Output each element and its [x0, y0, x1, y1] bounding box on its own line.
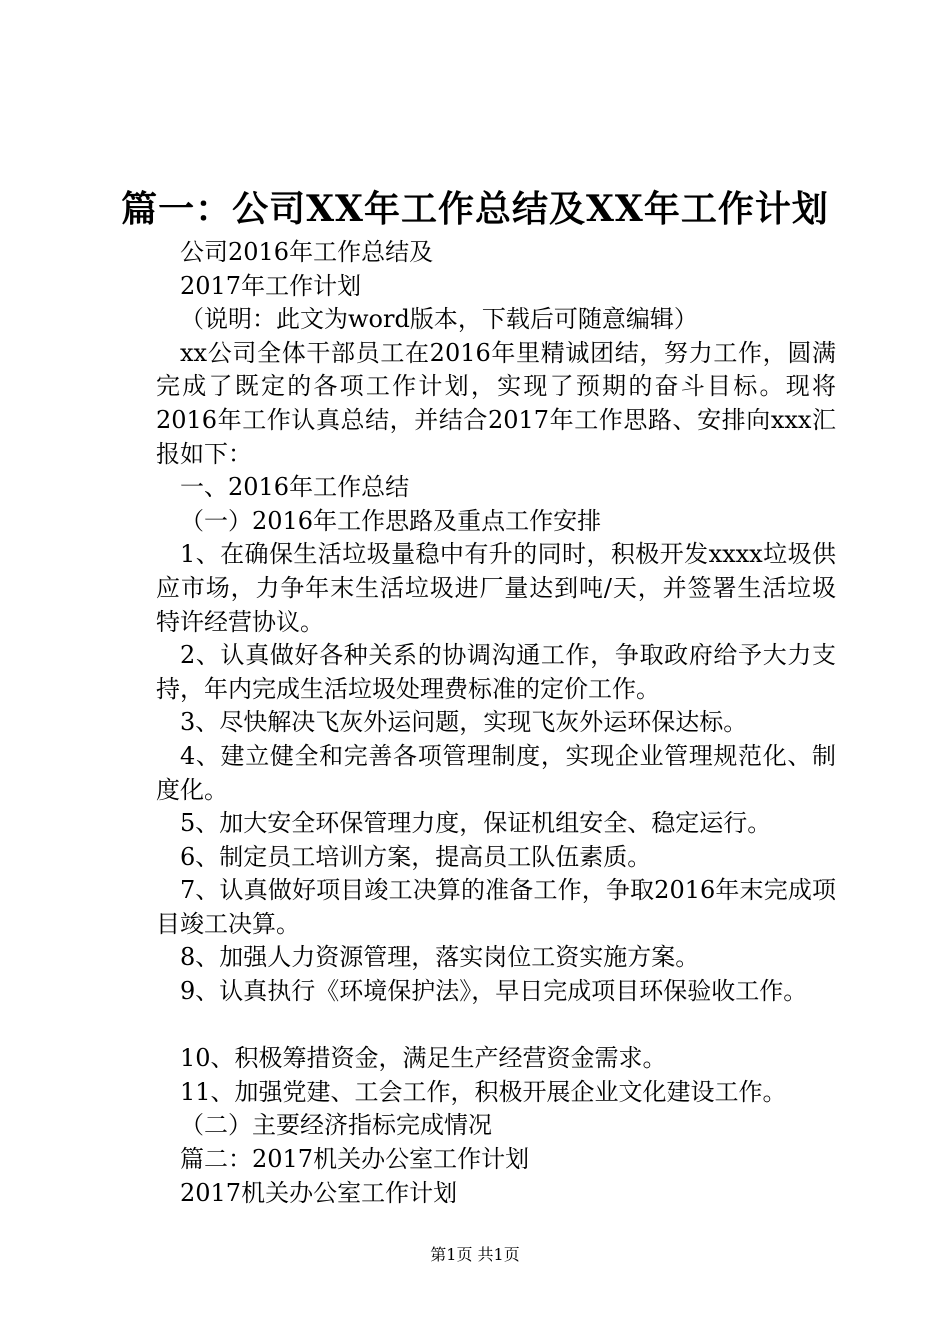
document-title: 篇一：公司XX年工作总结及XX年工作计划	[121, 188, 829, 230]
subsection-heading-indicators: （二）主要经济指标完成情况	[180, 1111, 492, 1140]
list-item-7: 7、认真做好项目竣工决算的准备工作，争取2016年末完成项目竣工决算。	[156, 876, 836, 938]
list-item-1: 1、在确保生活垃圾量稳中有升的同时，积极开发xxxx垃圾供应市场，力争年末生活垃圾进厂量达到吨/天，并签署生活垃圾特许经营协议。	[156, 540, 836, 636]
paragraph-part-two-title: 2017机关办公室工作计划	[180, 1178, 458, 1207]
subsection-heading-plan: （一）2016年工作思路及重点工作安排	[180, 506, 602, 535]
list-item-8: 8、加强人力资源管理，落实岗位工资实施方案。	[180, 943, 700, 972]
list-item-9: 9、认真执行《环境保护法》，早日完成项目环保验收工作。	[180, 977, 808, 1006]
paragraph-subtitle-1: 公司2016年工作总结及	[180, 238, 434, 266]
section-heading-part-two: 篇二：2017机关办公室工作计划	[180, 1145, 530, 1174]
paragraph-subtitle-2: 2017年工作计划	[180, 271, 362, 300]
page-footer: 第1页 共1页	[430, 1245, 520, 1264]
list-item-11: 11、加强党建、工会工作，积极开展企业文化建设工作。	[180, 1077, 787, 1106]
paragraph-note: （说明：此文为word版本，下载后可随意编辑）	[180, 305, 698, 334]
list-item-3: 3、尽快解决飞灰外运问题，实现飞灰外运环保达标。	[180, 708, 748, 737]
section-heading-summary: 一、2016年工作总结	[180, 473, 410, 502]
paragraph-intro: xx公司全体干部员工在2016年里精诚团结，努力工作，圆满完成了既定的各项工作计划，实现了预期的奋斗目标。现将2016年工作认真总结，并结合2017年工作思路、安排向xxx汇报如下：	[156, 338, 836, 468]
list-item-4: 4、建立健全和完善各项管理制度，实现企业管理规范化、制度化。	[156, 741, 836, 804]
list-item-2: 2、认真做好各种关系的协调沟通工作，争取政府给予大力支持，年内完成生活垃圾处理费标准的定价工作。	[156, 641, 836, 703]
document-body	[156, 236, 836, 1210]
list-item-5: 5、加大安全环保管理力度，保证机组安全、稳定运行。	[180, 809, 772, 838]
list-item-6: 6、制定员工培训方案，提高员工队伍素质。	[180, 842, 652, 871]
list-item-10: 10、积极筹措资金，满足生产经营资金需求。	[180, 1044, 667, 1073]
